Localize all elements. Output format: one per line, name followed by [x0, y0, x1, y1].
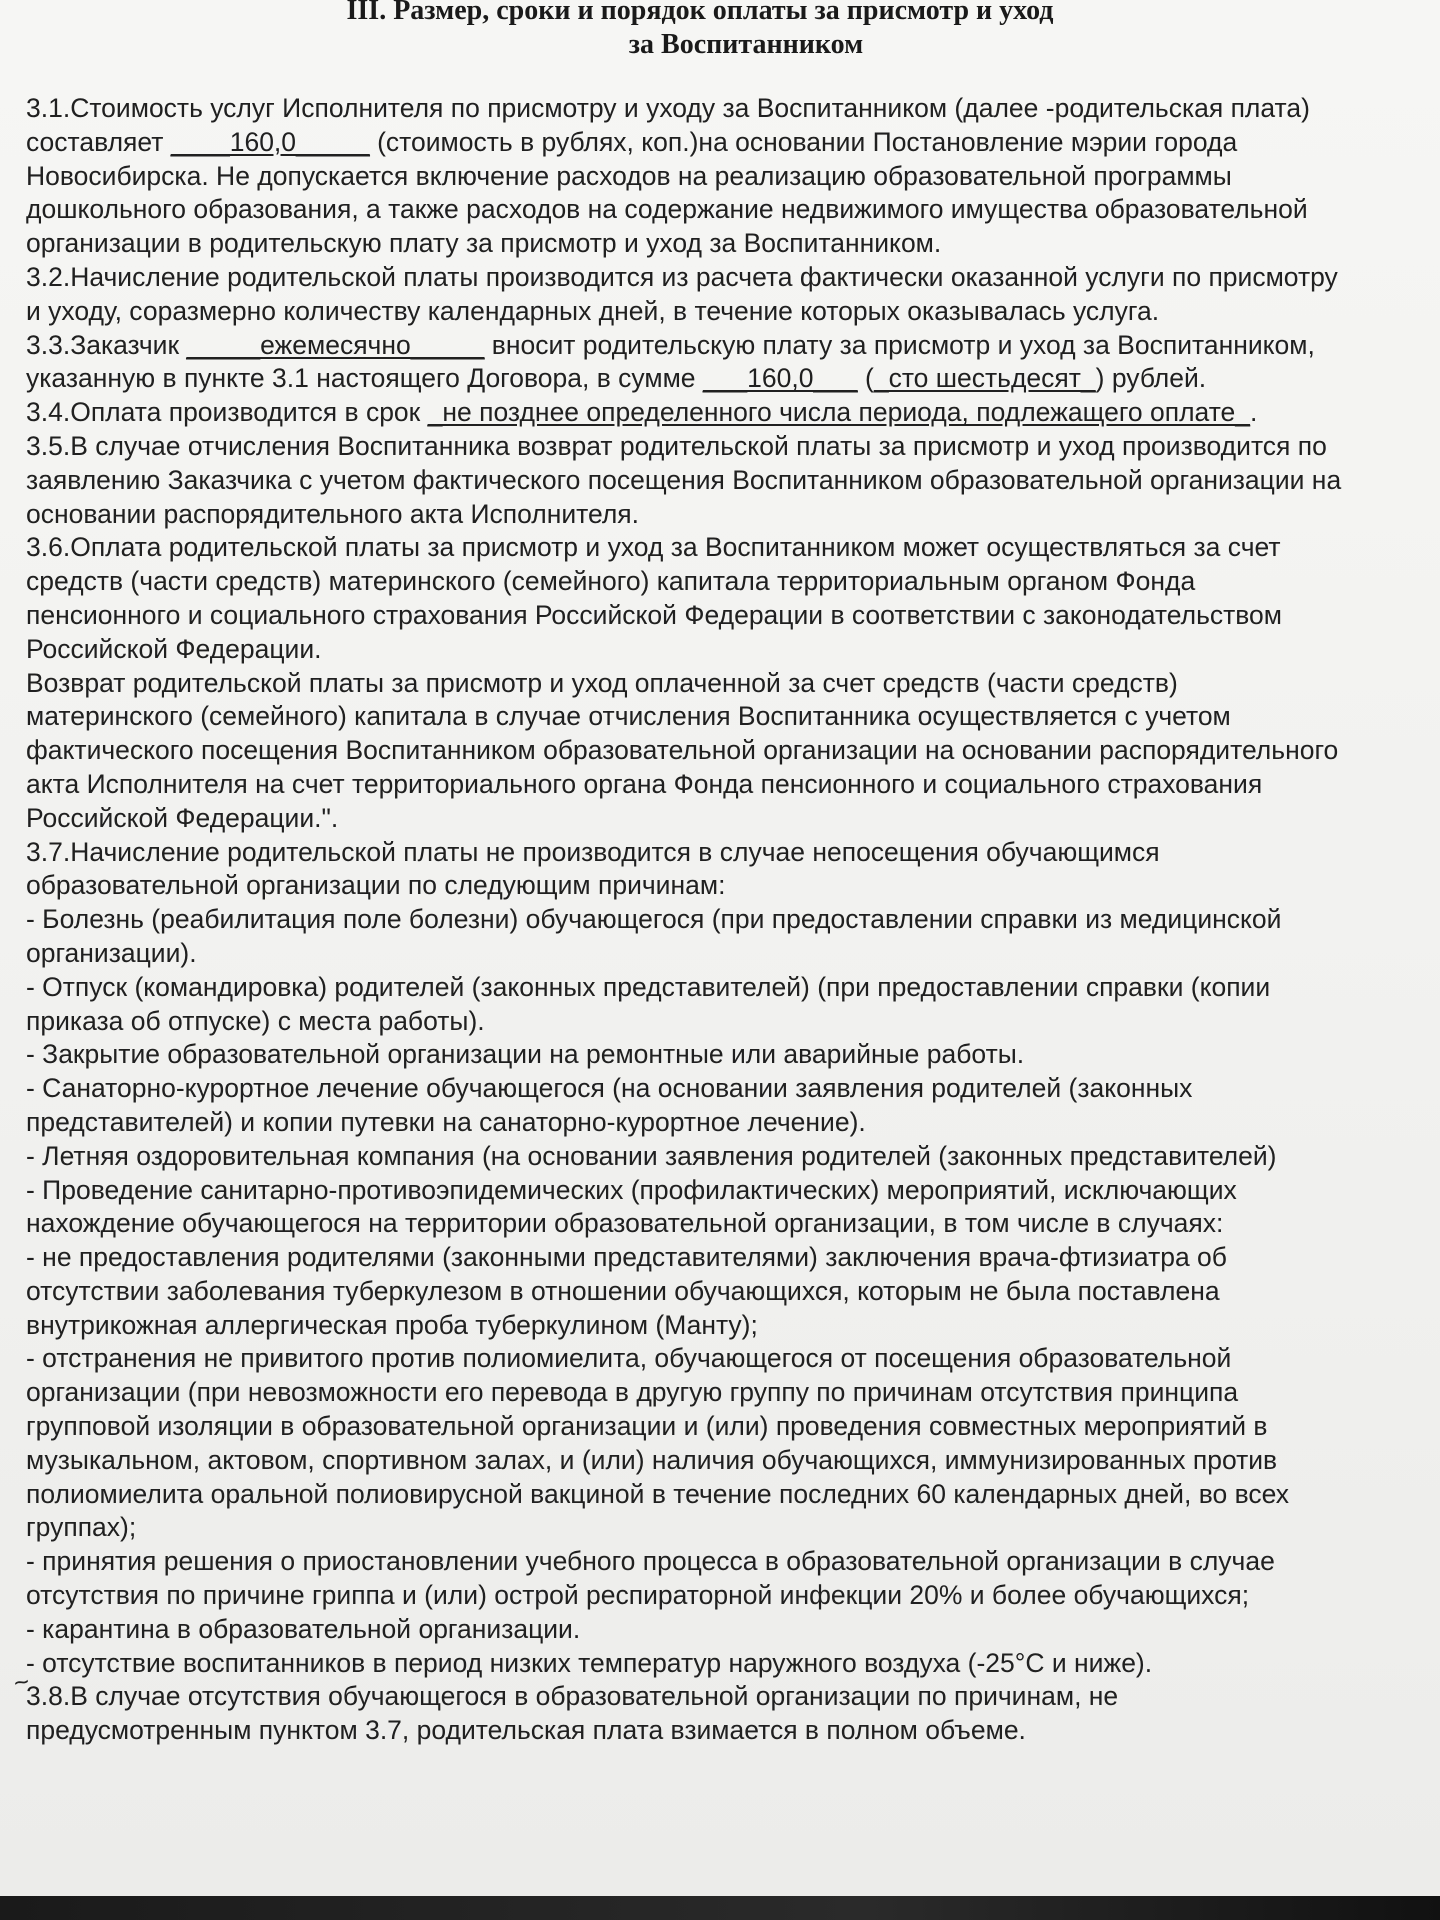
contract-section-text — [26, 92, 1440, 1748]
text-segment: - Летняя оздоровительная компания (на основании заявления родителей (законных представителей) — [26, 1140, 1277, 1171]
text-line — [26, 768, 1440, 802]
text-segment: организации). — [26, 937, 197, 968]
text-line — [26, 92, 1440, 126]
text-line — [26, 937, 1440, 971]
text-line — [26, 903, 1440, 937]
text-segment: и уходу, соразмерно количеству календарных дней, в течение которых оказывалась услуга. — [26, 295, 1160, 326]
filled-blank: _____ежемесячно_____ — [186, 329, 485, 360]
text-segment: - не предоставления родителями (законными представителями) заключения врача-фтизиатра об — [26, 1242, 1227, 1273]
text-segment: представителей) и копии путевки на санаторно-курортное лечение). — [26, 1106, 866, 1137]
text-segment: приказа об отпуске) с места работы). — [26, 1005, 485, 1036]
text-line — [26, 971, 1440, 1005]
text-segment: 3.8.В случае отсутствия обучающегося в образовательной организации по причинам, не — [26, 1681, 1119, 1712]
text-line — [26, 836, 1440, 870]
text-line — [26, 1410, 1440, 1444]
text-line — [26, 700, 1440, 734]
text-line — [26, 464, 1440, 498]
text-segment: музыкальном, актовом, спортивном залах, и (или) наличия обучающихся, иммунизированных против — [26, 1444, 1278, 1475]
text-line — [26, 160, 1440, 194]
text-line — [26, 1511, 1440, 1545]
text-segment: Российской Федерации. — [26, 633, 322, 664]
text-line — [26, 1106, 1440, 1140]
text-line — [26, 869, 1440, 903]
text-segment: указанную в пункте 3.1 настоящего Договора, в сумме — [26, 363, 703, 394]
text-segment: - Болезнь (реабилитация поле болезни) обучающегося (при предоставлении справки из медицинской — [26, 904, 1282, 935]
text-segment: организации в родительскую плату за присмотр и уход за Воспитанником. — [26, 228, 942, 259]
text-segment: - отсутствие воспитанников в период низких температур наружного воздуха (-25°С и ниже). — [26, 1647, 1153, 1678]
text-segment: внутрикожная аллергическая проба туберкулином (Манту); — [26, 1309, 758, 1340]
text-line — [26, 633, 1440, 667]
text-segment: заявлению Заказчика с учетом фактического посещения Воспитанником образовательной организации на — [26, 464, 1342, 495]
text-segment: акта Исполнителя на счет территориального органа Фонда пенсионного и социального страхования — [26, 768, 1263, 799]
text-line — [26, 126, 1440, 160]
text-line — [26, 1072, 1440, 1106]
text-line — [26, 1207, 1440, 1241]
text-segment: основании распорядительного акта Исполнителя. — [26, 498, 640, 529]
text-line — [26, 329, 1440, 363]
text-line — [26, 1342, 1440, 1376]
text-segment: 3.2.Начисление родительской платы производится из расчета фактически оказанной услуги по присмотру — [26, 261, 1338, 292]
text-segment: - Отпуск (командировка) родителей (законных представителей) (при предоставлении справки (копии — [26, 971, 1271, 1002]
text-segment: 3.7.Начисление родительской платы не производится в случае непосещения обучающимся — [26, 836, 1160, 867]
text-line — [26, 430, 1440, 464]
text-segment: - карантина в образовательной организации. — [26, 1613, 581, 1644]
text-line — [26, 1714, 1440, 1748]
text-segment: групповой изоляции в образовательной организации и (или) проведения совместных мероприятий в — [26, 1411, 1268, 1442]
text-line — [26, 802, 1440, 836]
text-segment: 3.4.Оплата производится в срок — [26, 397, 428, 428]
text-segment: - Санаторно-курортное лечение обучающегося (на основании заявления родителей (законных — [26, 1073, 1193, 1104]
text-segment: полиомиелита оральной полиовирусной вакциной в течение последних 60 календарных дней, во всех — [26, 1478, 1290, 1509]
text-line — [26, 667, 1440, 701]
text-line — [26, 295, 1440, 329]
text-line — [26, 227, 1440, 261]
text-segment: 3.3.Заказчик — [26, 329, 187, 360]
text-line — [26, 362, 1440, 396]
text-segment: средств (части средств) материнского (семейного) капитала территориальным органом Фонда — [26, 566, 1196, 597]
text-line — [26, 565, 1440, 599]
text-segment: ( — [857, 363, 874, 394]
text-line — [26, 1647, 1440, 1681]
text-line — [26, 1174, 1440, 1208]
filled-blank: ___160,0___ — [702, 363, 858, 394]
text-line — [26, 193, 1440, 227]
text-line — [26, 599, 1440, 633]
filled-blank: _не позднее определенного числа периода, подлежащего оплате_ — [427, 397, 1251, 428]
section-heading-line-2: за Воспитанником — [628, 29, 864, 60]
filled-blank: _сто шестьдесят_ — [873, 363, 1096, 394]
text-line — [26, 498, 1440, 532]
text-segment: - принятия решения о приостановлении учебного процесса в образовательной организации в случае — [26, 1546, 1275, 1577]
text-segment: вносит родительскую плату за присмотр и уход за Воспитанником, — [484, 329, 1315, 360]
text-line — [26, 1241, 1440, 1275]
text-line — [26, 1140, 1440, 1174]
text-segment: Новосибирска. Не допускается включение расходов на реализацию образовательной программы — [26, 160, 1232, 191]
text-segment: - отстранения не привитого против полиомиелита, обучающегося от посещения образовательной — [26, 1343, 1232, 1374]
text-line — [26, 261, 1440, 295]
text-segment: организации (при невозможности его перевода в другую группу по причинам отсутствия принципа — [26, 1377, 1239, 1408]
text-line — [26, 1545, 1440, 1579]
text-line — [26, 1038, 1440, 1072]
text-segment: отсутствии заболевания туберкулезом в отношении обучающихся, которым не была поставлена — [26, 1275, 1220, 1306]
text-line — [26, 1579, 1440, 1613]
handwritten-tick-mark: ~ — [10, 1665, 33, 1699]
text-segment: 3.1.Стоимость услуг Исполнителя по присмотру и уходу за Воспитанником (далее -родительская плата) — [26, 93, 1310, 123]
text-segment: фактического посещения Воспитанником образовательной организации на основании распорядительного — [26, 735, 1339, 766]
text-segment: - Закрытие образовательной организации на ремонтные или аварийные работы. — [26, 1039, 1025, 1070]
text-segment: группах); — [26, 1512, 137, 1543]
section-heading-line-1: III. Размер, сроки и порядок оплаты за присмотр и уход — [346, 0, 1054, 26]
text-segment: Российской Федерации.". — [26, 802, 339, 833]
text-segment: (стоимость в рублях, коп.)на основании Постановление мэрии города — [369, 126, 1238, 157]
text-line — [26, 1478, 1440, 1512]
text-segment: пенсионного и социального страхования Российской Федерации в соответствии с законодательством — [26, 599, 1283, 630]
text-line — [26, 1613, 1440, 1647]
text-line — [26, 1444, 1440, 1478]
text-segment: ) рублей. — [1095, 363, 1207, 394]
text-line — [26, 396, 1440, 430]
text-segment: отсутствия по причине гриппа и (или) острой респираторной инфекции 20% и более обучающихся; — [26, 1580, 1250, 1611]
text-segment: 3.6.Оплата родительской платы за присмотр и уход за Воспитанником может осуществляться за счет — [26, 532, 1281, 563]
text-line — [26, 1005, 1440, 1039]
text-segment: образовательной организации по следующим причинам: — [26, 870, 726, 901]
text-segment: предусмотренным пунктом 3.7, родительская плата взимается в полном объеме. — [26, 1715, 1026, 1746]
text-line — [26, 1376, 1440, 1410]
text-line — [26, 1680, 1440, 1714]
text-segment: материнского (семейного) капитала в случае отчисления Воспитанника осуществляется с учетом — [26, 701, 1231, 732]
filled-blank: ____160,0_____ — [170, 126, 370, 157]
text-line — [26, 1275, 1440, 1309]
text-segment: - Проведение санитарно-противоэпидемических (профилактических) мероприятий, исключающих — [26, 1174, 1237, 1205]
text-line — [26, 1309, 1440, 1343]
text-segment: нахождение обучающегося на территории образовательной организации, в том числе в случаях: — [26, 1208, 1224, 1239]
text-segment: 3.5.В случае отчисления Воспитанника возврат родительской платы за присмотр и уход производится по — [26, 430, 1327, 461]
text-segment: Возврат родительской платы за присмотр и уход оплаченной за счет средств (части средств) — [26, 667, 1178, 698]
text-segment: составляет — [26, 126, 171, 157]
text-line — [26, 531, 1440, 565]
text-segment: . — [1250, 397, 1258, 428]
photo-edge-shadow — [0, 1896, 1440, 1920]
text-line — [26, 734, 1440, 768]
text-segment: дошкольного образования, а также расходов на содержание недвижимого имущества образовательной — [26, 194, 1308, 225]
